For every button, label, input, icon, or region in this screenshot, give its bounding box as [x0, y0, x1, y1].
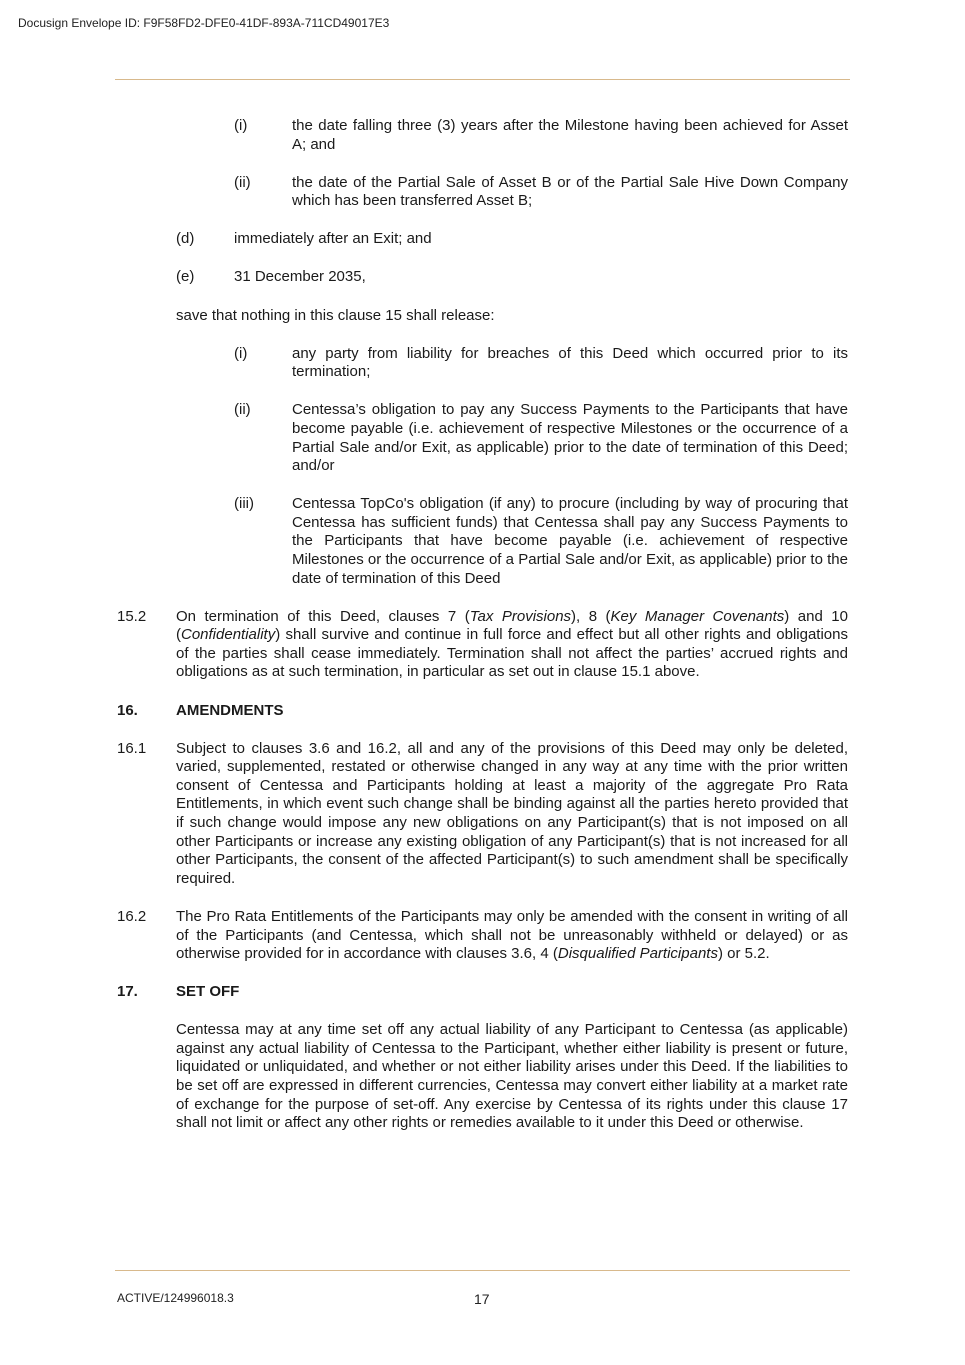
list-item-text: 31 December 2035,: [234, 268, 366, 286]
list-item-number: (d): [176, 230, 195, 248]
clause-16-1: [0, 740, 965, 889]
clause-text: On termination of this Deed, clauses 7 (Tax Provisions), 8 (Key Manager Covenants) and 10 (Confidentiality) shall survive and continue in full force and effect but all other rights and obligations of the parties shall cease immediately. Termination shall not affect the parties’ accrued rights and obligations as at such termination, in particular as set out in clause 15.1 above.: [176, 607, 848, 681]
list-item-text: Centessa’s obligation to pay any Success Payments to the Participants that have become payable (i.e. achievement of respective Milestones or the occurrence of a Partial Sale and/or Exit, as applicable) prior to the date of termination of this Deed; and/or: [292, 401, 848, 475]
footer-divider: [115, 1270, 850, 1271]
clause-number: 16.2: [117, 907, 147, 925]
list-item: [0, 117, 965, 154]
list-item: [0, 230, 965, 249]
save-that-paragraph: save that nothing in this clause 15 shall release:: [176, 306, 495, 324]
list-item: [0, 345, 965, 382]
section-heading: [0, 983, 965, 1002]
list-item-number: (i): [234, 117, 248, 134]
list-item-number: (ii): [234, 401, 251, 419]
section-number: 16.: [117, 701, 138, 719]
list-item-text: Centessa TopCo's obligation (if any) to procure (including by way of procuring that Centessa has sufficient funds) that Centessa shall pay any Success Payments to the Participants that have become payable (i.e. achievement of respective Milestones or the occurrence of a Partial Sale and/or Exit, as applicable) prior to the date of termination of this Deed: [292, 495, 848, 587]
list-item-text: the date falling three (3) years after the Milestone having been achieved for Asset A; and: [292, 117, 848, 153]
section-number: 17.: [117, 983, 138, 1001]
section-heading: [0, 702, 965, 721]
list-item-number: (ii): [234, 173, 251, 191]
list-item: [0, 268, 965, 287]
list-item: [0, 495, 965, 588]
clause-16-2: [0, 908, 965, 964]
clause-15-2: [0, 608, 965, 682]
list-item: [0, 174, 965, 211]
document-body: [0, 117, 965, 1133]
header-divider: [115, 79, 850, 80]
document-reference: ACTIVE/124996018.3: [117, 1291, 234, 1305]
list-item: [0, 401, 965, 475]
list-item-text: immediately after an Exit; and: [234, 230, 432, 248]
set-off-paragraph: Centessa may at any time set off any actual liability of any Participant to Centessa (as applicable) against any actual liability of Centessa to the Participant, whether either liability is present or future, liquidated or unliquidated, and whether or not either liability arises under this Deed. If the liabilities to be set off are expressed in different currencies, Centessa may convert either liability at a market rate of exchange for the purpose of set-off. Any exercise by Centessa of its rights under this clause 17 shall not limit or affect any other rights or remedies available to it under this Deed or otherwise.: [176, 1021, 848, 1132]
clause-number: 16.1: [117, 739, 147, 757]
list-item-number: (e): [176, 268, 195, 286]
clause-number: 15.2: [117, 607, 147, 625]
page-number: 17: [474, 1291, 490, 1307]
clause-text: Subject to clauses 3.6 and 16.2, all and any of the provisions of this Deed may only be deleted, varied, supplemented, restated or otherwise changed in any way at any time with the prior written consent of Centessa and Participants holding at least a majority of the aggregate Pro Rata Entitlements, in which event such change shall be binding against all the parties hereto provided that if such change would impose any new obligations on any Participant(s) that is not imposed on all other Participants or increase any existing obligation of any Participant(s) that is not increased for all other Participants, the consent of the affected Participant(s) to such amendment shall be specifically required.: [176, 739, 848, 887]
section-title: AMENDMENTS: [176, 701, 284, 719]
list-item-number: (iii): [234, 495, 254, 513]
section-title: SET OFF: [176, 983, 240, 1001]
list-item-number: (i): [234, 344, 248, 362]
list-item-text: the date of the Partial Sale of Asset B or of the Partial Sale Hive Down Company which has been transferred Asset B;: [292, 173, 848, 210]
list-item-text: any party from liability for breaches of this Deed which occurred prior to its termination;: [292, 344, 848, 381]
envelope-id: Docusign Envelope ID: F9F58FD2-DFE0-41DF-893A-711CD49017E3: [18, 16, 390, 30]
clause-text: The Pro Rata Entitlements of the Participants may only be amended with the consent in writing of all of the Participants (and Centessa, which shall not be unreasonably withheld or delayed) or as otherwise provided for in accordance with clauses 3.6, 4 (Disqualified Participants) or 5.2.: [176, 907, 848, 963]
